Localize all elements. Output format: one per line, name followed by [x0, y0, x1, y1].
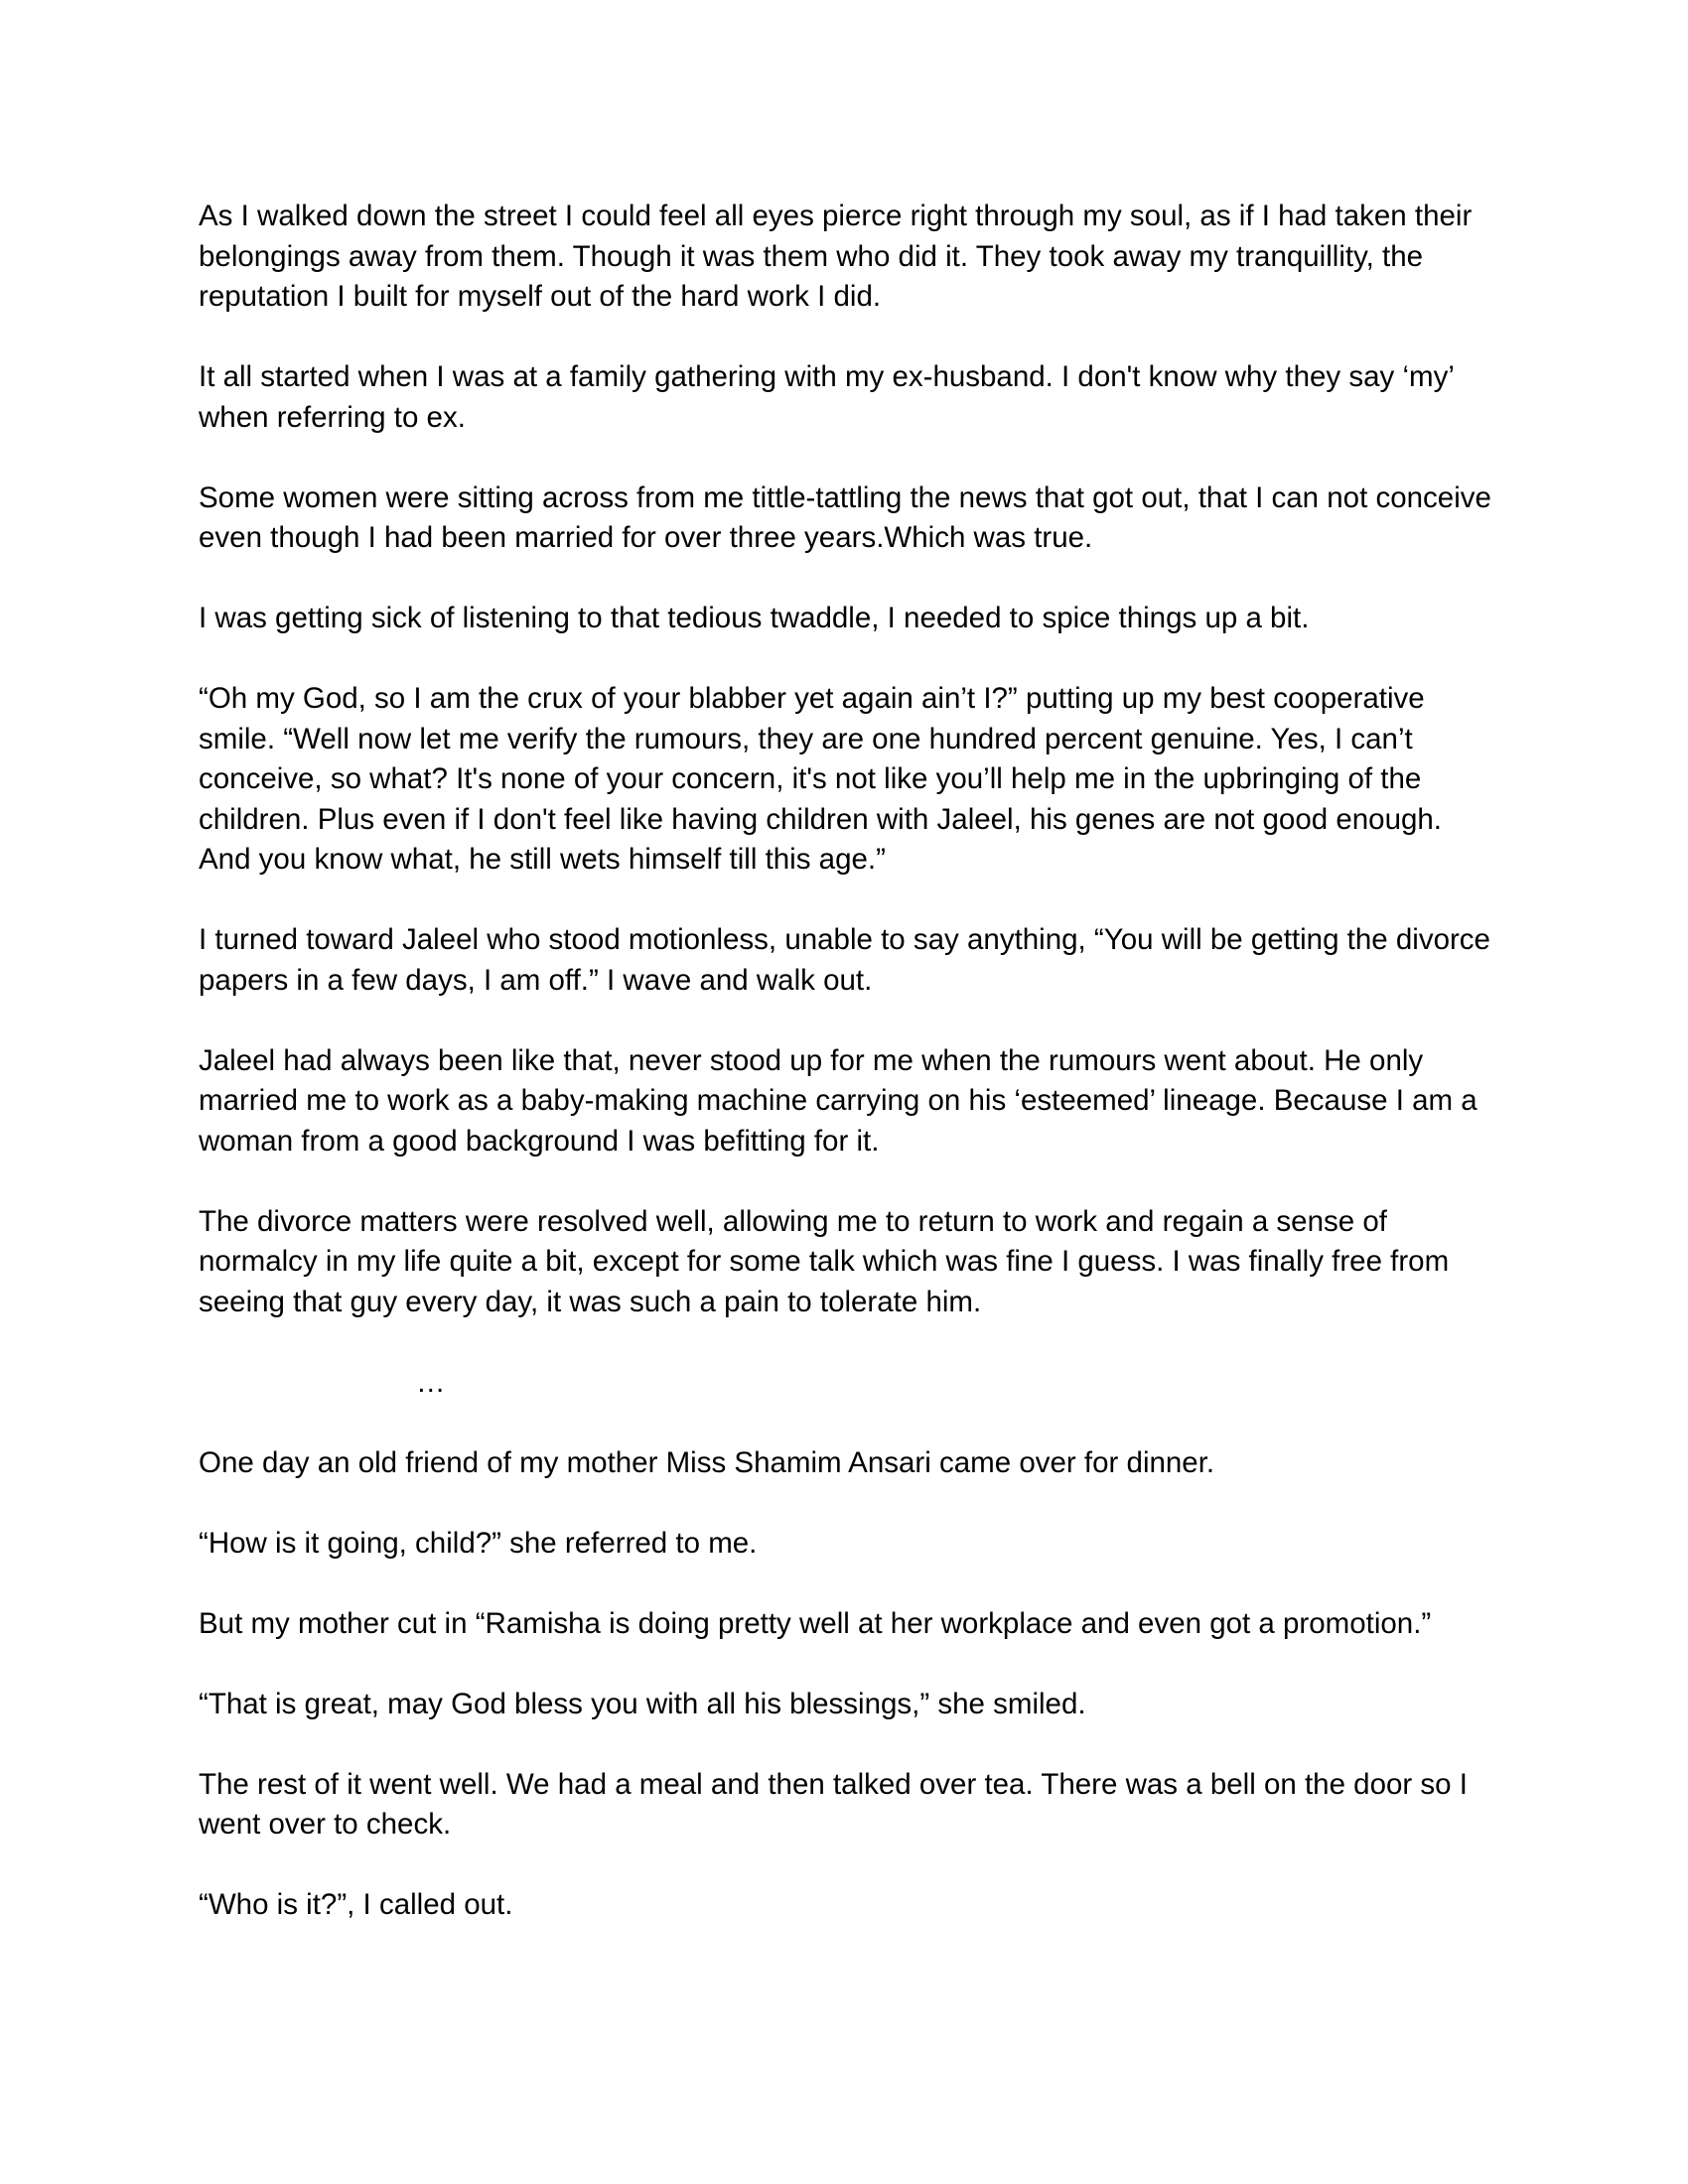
paragraph-1: As I walked down the street I could feel all eyes pierce right through my soul, as if I had taken their belongings away from them. Though it was them who did it. They took away my tranquillity, the reputation I built for myself out of the hard work I did.: [199, 200, 1473, 313]
paragraph-14: “Who is it?”, I called out.: [199, 1888, 513, 1921]
paragraph-8: The divorce matters were resolved well, allowing me to return to work and regain a sense of normalcy in my life quite a bit, except for some talk which was fine I guess. I was finally free from seeing that guy every day, it was such a pain to tolerate him.: [199, 1204, 1450, 1318]
paragraph-11: But my mother cut in “Ramisha is doing pretty well at her workplace and even got a promotion.”: [199, 1606, 1432, 1640]
story-body: [199, 197, 1494, 1966]
scene-break-ellipsis: …: [416, 1365, 446, 1399]
paragraph-12: “That is great, may God bless you with all his blessings,” she smiled.: [199, 1687, 1086, 1720]
paragraph-4: I was getting sick of listening to that tedious twaddle, I needed to spice things up a bit.: [199, 602, 1310, 634]
paragraph-6: I turned toward Jaleel who stood motionless, unable to say anything, “You will be getting the divorce papers in a few days, I am off.” I wave and walk out.: [199, 923, 1490, 997]
paragraph-10: “How is it going, child?” she referred to me.: [199, 1526, 758, 1560]
paragraph-13: The rest of it went well. We had a meal and then talked over tea. There was a bell on the door so I went over to check.: [199, 1767, 1468, 1841]
paragraph-3: Some women were sitting across from me tittle-tattling the news that got out, that I can not conceive even though I had been married for over three years.Which was true.: [199, 480, 1491, 554]
paragraph-9: One day an old friend of my mother Miss Shamim Ansari came over for dinner.: [199, 1445, 1215, 1479]
paragraph-2: It all started when I was at a family gathering with my ex-husband. I don't know why they say ‘my’ when referring to ex.: [199, 360, 1454, 434]
paragraph-5: “Oh my God, so I am the crux of your blabber yet again ain’t I?” putting up my best cooperative smile. “Well now let me verify the rumours, they are one hundred percent genuine. Yes, I can’t conceive, so what? It's none of your concern, it's not like you’ll help me in the upbringing of the children. Plus even if I don't feel like having children with Jaleel, his genes are not good enough. And you know what, he still wets himself till this age.”: [199, 682, 1442, 876]
paragraph-7: Jaleel had always been like that, never stood up for me when the rumours went about. He only married me to work as a baby-making machine carrying on his ‘esteemed’ lineage. Because I am a woman from a good background I was befitting for it.: [199, 1043, 1477, 1158]
